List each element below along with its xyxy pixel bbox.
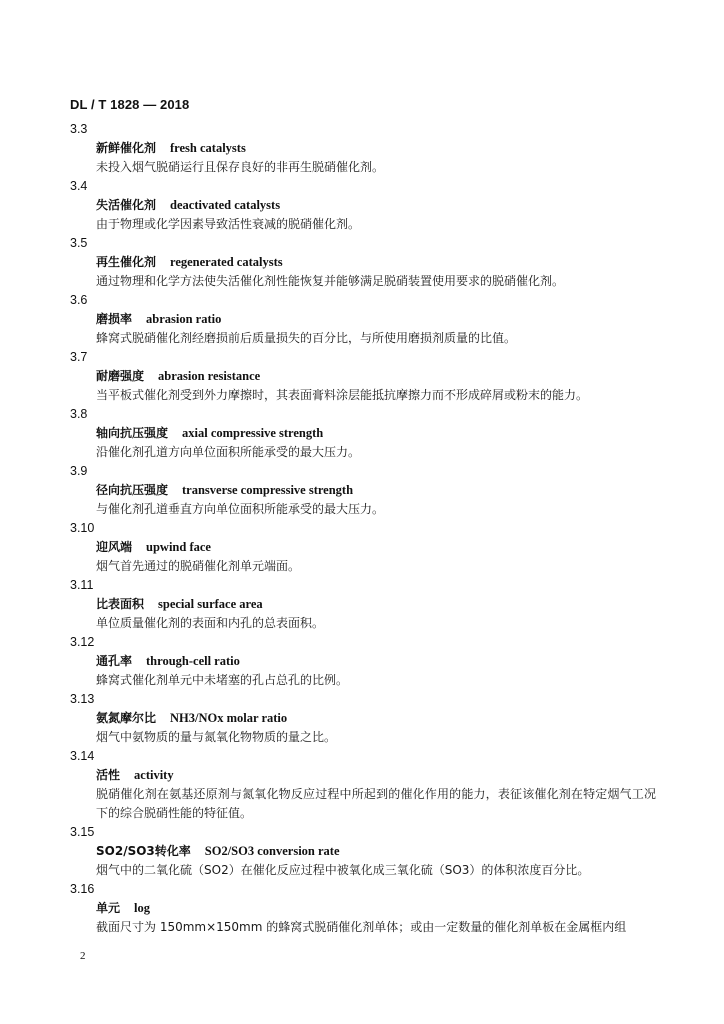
document-standard-id: DL / T 1828 — 2018 [70, 97, 190, 112]
term-chinese: 耐磨强度 [96, 369, 145, 383]
term-chinese: 失活催化剂 [96, 198, 157, 212]
term-number: 3.7 [70, 350, 88, 364]
term-number: 3.12 [70, 635, 95, 649]
term-list [70, 120, 670, 937]
term-chinese: 轴向抗压强度 [96, 426, 169, 440]
term-chinese: 再生催化剂 [96, 255, 157, 269]
term-definition: 烟气首先通过的脱硝催化剂单元端面。 [96, 559, 301, 573]
term-definition: 蜂窝式脱硝催化剂经磨损前后质量损失的百分比，与所使用磨损剂质量的比值。 [96, 331, 517, 345]
term-number: 3.8 [70, 407, 88, 421]
term-entry [70, 519, 670, 576]
term-definition: 与催化剂孔道垂直方向单位面积所能承受的最大压力。 [96, 502, 385, 516]
term-chinese: 磨损率 [96, 312, 133, 326]
term-number: 3.16 [70, 882, 95, 896]
term-english: fresh catalysts [170, 141, 246, 155]
term-english: axial compressive strength [182, 426, 324, 440]
term-entry [70, 405, 670, 462]
term-entry [70, 462, 670, 519]
term-english: activity [134, 768, 174, 782]
term-entry [70, 576, 670, 633]
term-number: 3.6 [70, 293, 88, 307]
term-entry [70, 120, 670, 177]
term-chinese: 通孔率 [96, 654, 133, 668]
term-english: log [134, 901, 150, 915]
term-english: through-cell ratio [146, 654, 240, 668]
term-english: deactivated catalysts [170, 198, 281, 212]
term-number: 3.5 [70, 236, 88, 250]
term-definition: 由于物理或化学因素导致活性衰减的脱硝催化剂。 [96, 217, 361, 231]
term-number: 3.3 [70, 122, 88, 136]
term-number: 3.15 [70, 825, 95, 839]
term-definition: 截面尺寸为 150mm×150mm 的蜂窝式脱硝催化剂单体；或由一定数量的催化剂单板在金属框内组 [96, 920, 627, 934]
term-entry [70, 234, 670, 291]
term-number: 3.13 [70, 692, 95, 706]
term-number: 3.14 [70, 749, 95, 763]
term-definition: 单位质量催化剂的表面和内孔的总表面积。 [96, 616, 325, 630]
term-number: 3.4 [70, 179, 88, 193]
term-definition: 当平板式催化剂受到外力摩擦时，其表面膏料涂层能抵抗摩擦力而不形成碎屑或粉末的能力。 [96, 388, 589, 402]
term-number: 3.10 [70, 521, 95, 535]
term-number: 3.9 [70, 464, 88, 478]
term-english: transverse compressive strength [182, 483, 354, 497]
term-chinese: 比表面积 [96, 597, 145, 611]
term-chinese: 活性 [96, 768, 121, 782]
term-entry [70, 690, 670, 747]
term-definition: 通过物理和化学方法使失活催化剂性能恢复并能够满足脱硝装置使用要求的脱硝催化剂。 [96, 274, 565, 288]
term-entry [70, 747, 670, 823]
term-definition: 烟气中的二氧化硫（SO2）在催化反应过程中被氧化成三氧化硫（SO3）的体积浓度百分比。 [96, 863, 590, 877]
term-chinese: 氨氮摩尔比 [96, 711, 157, 725]
term-entry [70, 880, 670, 937]
term-entry [70, 177, 670, 234]
term-definition: 蜂窝式催化剂单元中未堵塞的孔占总孔的比例。 [96, 673, 349, 687]
term-definition: 脱硝催化剂在氨基还原剂与氮氧化物反应过程中所起到的催化作用的能力，表征该催化剂在特定烟气工况下的综合脱硝性能的特征值。 [96, 787, 656, 820]
term-definition: 烟气中氨物质的量与氮氧化物物质的量之比。 [96, 730, 337, 744]
term-number: 3.11 [70, 578, 94, 592]
term-entry [70, 291, 670, 348]
term-chinese: 径向抗压强度 [96, 483, 169, 497]
term-definition: 沿催化剂孔道方向单位面积所能承受的最大压力。 [96, 445, 361, 459]
term-entry [70, 823, 670, 880]
term-english: regenerated catalysts [170, 255, 283, 269]
term-entry [70, 348, 670, 405]
term-english: SO2/SO3 conversion rate [204, 844, 340, 858]
term-english: abrasion ratio [146, 312, 222, 326]
term-chinese: 迎风端 [96, 540, 133, 554]
term-definition: 未投入烟气脱硝运行且保存良好的非再生脱硝催化剂。 [96, 160, 385, 174]
term-english: upwind face [146, 540, 211, 554]
term-english: special surface area [158, 597, 263, 611]
term-chinese: 新鲜催化剂 [96, 141, 157, 155]
term-english: NH3/NOx molar ratio [170, 711, 288, 725]
term-chinese: SO2/SO3转化率 [96, 844, 191, 858]
term-entry [70, 633, 670, 690]
term-chinese: 单元 [96, 901, 121, 915]
term-english: abrasion resistance [158, 369, 261, 383]
page-number: 2 [80, 950, 86, 962]
